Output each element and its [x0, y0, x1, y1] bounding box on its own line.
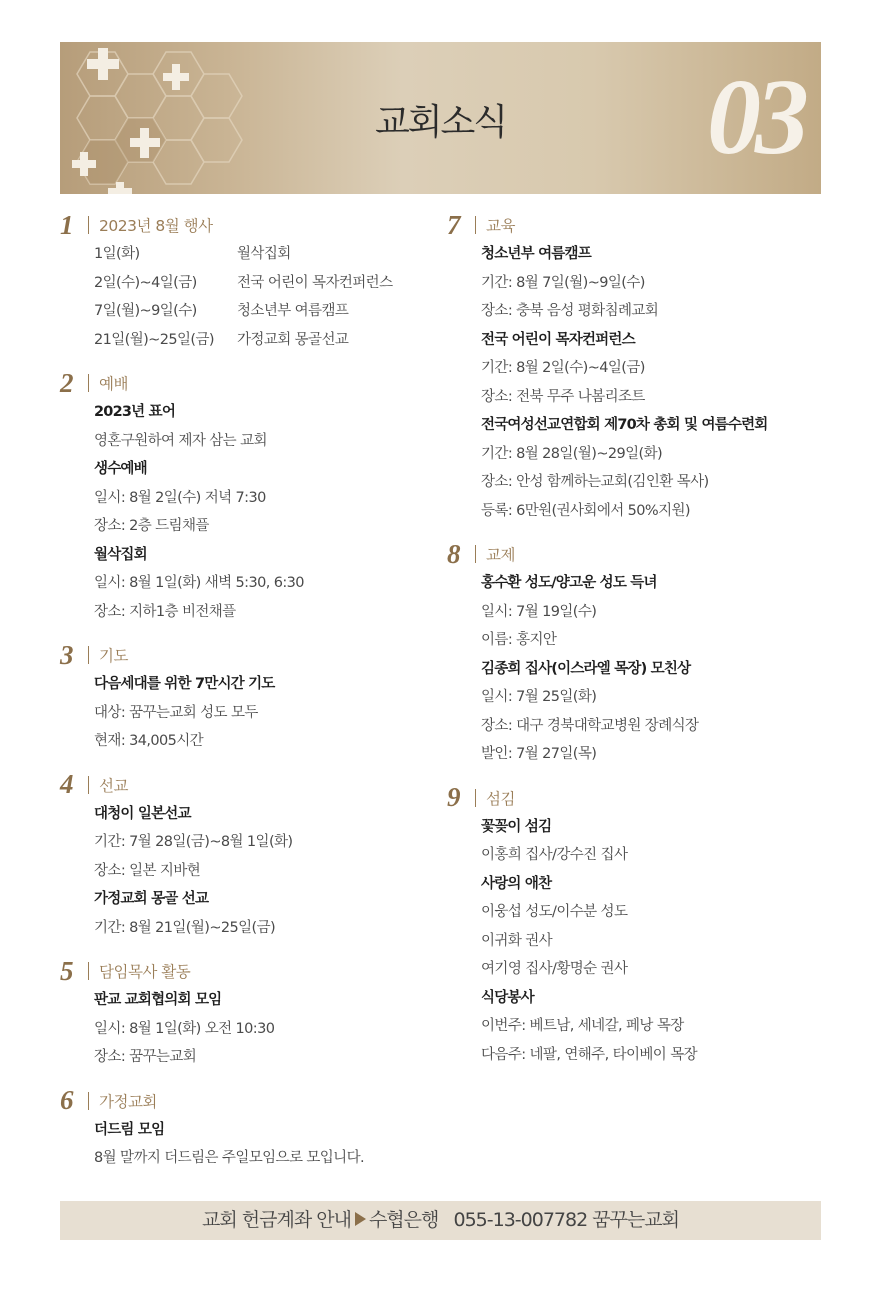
section-number: 3: [60, 639, 74, 670]
schedule-date: 7일(월)~9일(수): [94, 303, 197, 319]
section-body: [60, 986, 440, 1072]
item-heading: 꽃꽂이 섬김: [481, 818, 552, 835]
item-detail: 장소: 꿈꾸는교회: [94, 1049, 197, 1065]
section-divider: [475, 216, 476, 234]
section-header: [60, 368, 440, 398]
item-detail: 일시: 8월 1일(화) 새벽 5:30, 6:30: [94, 575, 304, 591]
item-detail: 이귀화 권사: [481, 932, 553, 949]
section-divider: [475, 789, 476, 807]
item-detail: 일시: 8월 2일(수) 저녁 7:30: [94, 489, 266, 506]
item-detail: 여기영 집사/황명순 권사: [481, 961, 628, 977]
section-title: 교육: [486, 217, 515, 235]
section-title: 섬김: [486, 789, 515, 808]
account-number: 055-13-007782 꿈꾸는교회: [453, 1209, 679, 1231]
section-number: 2: [60, 367, 74, 398]
section-header: [447, 783, 827, 813]
section-divider: [475, 545, 476, 563]
schedule-event: 가정교회 몽골선교: [237, 331, 349, 348]
item-heading: 사랑의 애찬: [481, 875, 552, 892]
item-heading: 전국여성선교연합회 제70차 총회 및 여름수련회: [481, 417, 768, 433]
section-header: [60, 1086, 440, 1116]
arrow-right-icon: [355, 1212, 366, 1226]
section-body: [60, 670, 440, 756]
item-detail: 장소: 안성 함께하는교회(김인환 목사): [481, 474, 709, 490]
item-detail: 대상: 꿈꾸는교회 성도 모두: [94, 704, 258, 721]
section-divider: [88, 776, 89, 794]
section-header: [60, 640, 440, 670]
item-heading: 다음세대를 위한 7만시간 기도: [94, 676, 275, 692]
schedule-date: 1일(화): [94, 246, 140, 262]
section-divider: [88, 374, 89, 392]
schedule-row: [94, 297, 440, 326]
section-title: 선교: [99, 776, 128, 795]
news-section: [60, 956, 440, 1072]
section-header: [447, 539, 827, 569]
item-heading: 더드림 모임: [94, 1121, 165, 1138]
item-heading: 생수예배: [94, 461, 147, 477]
item-detail: 이웅섭 성도/이수분 성도: [481, 904, 628, 920]
left-column: [60, 210, 440, 1187]
item-detail: 영혼구원하여 제자 삼는 교회: [94, 432, 267, 449]
item-detail: 다음주: 네팔, 연해주, 타이베이 목장: [481, 1046, 698, 1063]
section-divider: [88, 216, 89, 234]
item-detail: 발인: 7월 27일(목): [481, 746, 597, 762]
item-detail: 장소: 일본 지바현: [94, 862, 201, 879]
item-heading: 월삭집회: [94, 546, 147, 563]
section-body: [60, 800, 440, 943]
item-detail: 이름: 홍지안: [481, 632, 557, 648]
item-detail: 이번주: 베트남, 세네갈, 페낭 목장: [481, 1018, 684, 1034]
news-section: [60, 1086, 440, 1173]
item-detail: 기간: 8월 28일(월)~29일(화): [481, 445, 663, 462]
item-detail: 현재: 34,005시간: [94, 733, 204, 749]
section-divider: [88, 962, 89, 980]
offering-account-banner: [60, 1201, 821, 1240]
section-number: 6: [60, 1085, 74, 1115]
section-header: [60, 956, 440, 986]
section-number: 4: [60, 769, 74, 799]
item-detail: 이홍희 집사/강수진 집사: [481, 847, 628, 863]
section-body: [447, 813, 827, 1070]
page-number: 03: [707, 58, 803, 177]
item-detail: 8월 말까지 더드림은 주일모임으로 모입니다.: [94, 1150, 364, 1166]
item-detail: 일시: 7월 25일(화): [481, 689, 597, 705]
section-header: [60, 210, 440, 240]
item-detail: 장소: 대구 경북대학교병원 장례식장: [481, 717, 699, 734]
schedule-date: 21일(월)~25일(금): [94, 331, 214, 348]
section-divider: [88, 1092, 89, 1110]
page-title: 교회소식: [374, 102, 507, 143]
section-number: 1: [60, 209, 74, 240]
news-section: [447, 783, 827, 1070]
news-section: [60, 640, 440, 756]
item-heading: 전국 어린이 목자컨퍼런스: [481, 331, 635, 348]
news-section: [60, 210, 440, 354]
section-number: 8: [447, 538, 461, 569]
item-detail: 장소: 지하1층 비전채플: [94, 603, 236, 620]
schedule-row: [94, 240, 440, 269]
section-title: 예배: [99, 375, 128, 393]
schedule-row: [94, 269, 440, 298]
right-column: [447, 210, 827, 1083]
news-section: [447, 539, 827, 769]
section-body: [60, 1116, 440, 1173]
news-section: [60, 770, 440, 943]
section-divider: [88, 646, 89, 664]
section-header: [447, 210, 827, 240]
item-heading: 홍수환 성도/양고운 성도 득녀: [481, 575, 657, 591]
page-header: [60, 42, 821, 194]
section-number: 9: [447, 782, 461, 812]
section-body: [447, 569, 827, 769]
news-section: [60, 368, 440, 626]
item-heading: 식당봉사: [481, 989, 534, 1006]
section-body: [447, 240, 827, 525]
news-section: [447, 210, 827, 525]
bank-name: 수협은행: [368, 1209, 439, 1231]
offering-label: 교회 헌금계좌 안내: [202, 1209, 351, 1231]
schedule-event: 월삭집회: [237, 246, 291, 262]
item-detail: 일시: 7월 19일(수): [481, 603, 597, 620]
item-detail: 장소: 2층 드림채플: [94, 518, 209, 534]
schedule-event: 전국 어린이 목자컨퍼런스: [237, 274, 393, 291]
item-detail: 기간: 8월 21일(월)~25일(금): [94, 919, 276, 936]
item-heading: 청소년부 여름캠프: [481, 246, 591, 262]
section-number: 5: [60, 955, 74, 986]
item-detail: 기간: 7월 28일(금)~8월 1일(화): [94, 834, 293, 850]
section-title: 담임목사 활동: [99, 963, 191, 981]
section-title: 교제: [486, 546, 515, 564]
item-detail: 기간: 8월 2일(수)~4일(금): [481, 360, 645, 376]
item-detail: 기간: 8월 7일(월)~9일(수): [481, 274, 645, 291]
schedule-row: [94, 326, 440, 355]
item-detail: 등록: 6만원(권사회에서 50%지원): [481, 502, 690, 519]
item-detail: 장소: 전북 무주 나봄리조트: [481, 388, 645, 405]
section-title: 가정교회: [99, 1092, 157, 1111]
item-heading: 가정교회 몽골 선교: [94, 891, 209, 907]
section-number: 7: [447, 209, 461, 240]
item-heading: 김종희 집사(이스라엘 목장) 모친상: [481, 660, 691, 677]
item-detail: 일시: 8월 1일(화) 오전 10:30: [94, 1020, 275, 1037]
section-body: [60, 240, 440, 354]
item-heading: 2023년 표어: [94, 404, 176, 420]
schedule-date: 2일(수)~4일(금): [94, 274, 197, 291]
section-header: [60, 770, 440, 800]
section-title: 2023년 8월 행사: [99, 217, 213, 235]
item-heading: 판교 교회협의회 모임: [94, 992, 222, 1008]
item-detail: 장소: 충북 음성 평화침례교회: [481, 303, 659, 319]
schedule-event: 청소년부 여름캠프: [237, 303, 349, 319]
section-title: 기도: [99, 647, 128, 665]
section-body: [60, 398, 440, 626]
item-heading: 대청이 일본선교: [94, 805, 191, 822]
